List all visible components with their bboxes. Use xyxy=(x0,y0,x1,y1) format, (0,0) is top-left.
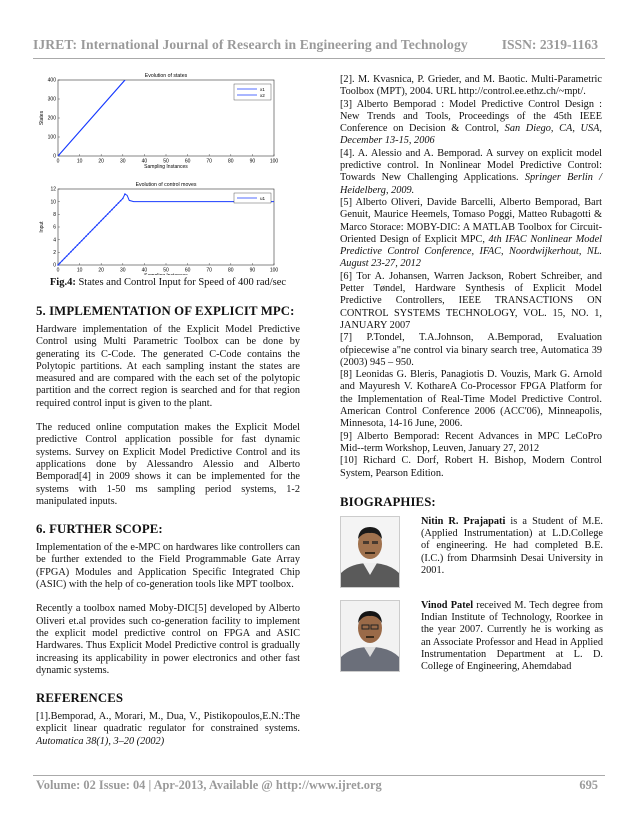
author-photo-2 xyxy=(340,600,400,672)
y-tick-label: 10 xyxy=(50,199,56,206)
x-tick-label: 80 xyxy=(228,158,234,165)
x-tick-label: 0 xyxy=(56,158,60,165)
section-6-title: 6. FURTHER SCOPE: xyxy=(36,522,163,537)
figure-charts xyxy=(36,60,300,275)
data-point-u1 xyxy=(83,238,85,240)
chart-title-2: Evolution of control moves xyxy=(135,182,197,188)
reference-5-venue: 4th IFAC Nonlinear Model Predictive Control Conference, IFAC, Noordwijkerhout, NL. August 23-27, 2012 xyxy=(340,233,602,270)
y-tick-label: 200 xyxy=(47,115,56,122)
left-column xyxy=(36,60,300,748)
x-tick-label: 10 xyxy=(76,267,83,274)
data-point-u1 xyxy=(118,202,120,204)
data-point-u1 xyxy=(94,227,96,229)
section-6-para-1: Implementation of the e-MPC on hardwares like controllers can be further extended to the Field Programmable Gate Array (FPGA) Modules and Application Specific Integrated Chip (ASIC) with the help of co-generation tools like MPT toolbox. xyxy=(36,542,300,591)
y-tick-label: 100 xyxy=(47,134,56,141)
data-point-u1 xyxy=(105,215,107,217)
x-tick-label: 40 xyxy=(141,267,148,274)
data-point-u1 xyxy=(85,235,87,237)
reference-4 xyxy=(340,148,602,197)
x-tick-label: 60 xyxy=(184,267,191,274)
section-5-para-1: Hardware implementation of the Explicit Model Predictive Control using Multi Parametric Toolbox can be done by generating its C-Code. The generated C-Code contains the Polytopic partitions. At each sampling instant the states are measured and are compared with the each set of the polytopic partition and the correct region is searched and for that region required control input is given to the plant. xyxy=(36,324,300,409)
data-point-u1 xyxy=(72,249,74,251)
section-6-para-2: Recently a toolbox named Moby-DIC[5] developed by Alberto Oliveri et.al provides such co-generation facility to implement the explicit model predictive control on FPGA and ASIC Hardwares. Thus Explicit Model Predictive control is gradually increasing its applicability in power electronics and other fast dynamic systems. xyxy=(36,603,300,676)
reference-1-text: [1].Bemporad, A., Morari, M., Dua, V., Pistikopoulos,E.N.:The explicit linear quadratic regulator for constrained systems. xyxy=(36,711,300,735)
y-tick-label: 8 xyxy=(53,212,56,219)
reference-3-text: [3] Alberto Bemporad : Model Predictive Control Design : New Trends and Tools, Proceedings of the 45th IEEE Conference on Decision & Control, xyxy=(340,98,602,135)
data-point-u1 xyxy=(116,204,118,206)
x-tick-label: 0 xyxy=(56,267,60,274)
reference-6: [6] Tor A. Johansen, Warren Jackson, Robert Schreiber, and Petter Tøndel, Hardware Synthesis of Explicit Model Predictive Controllers, IEEE TRANSACTIONS ON CONTROL SYSTEMS TECHNOLOGY, VOL. 15, NO. 1, JANUARY 2007 xyxy=(340,270,602,331)
data-point-u1 xyxy=(96,224,98,226)
y-axis-label-1: States xyxy=(39,110,45,126)
reference-5 xyxy=(340,197,602,271)
data-point-u1 xyxy=(66,255,68,257)
reference-3 xyxy=(340,99,602,148)
x-tick-label: 50 xyxy=(163,158,169,165)
chart-title-1: Evolution of states xyxy=(144,73,188,79)
x-tick-label: 90 xyxy=(249,158,256,165)
section-5-para-2: The reduced online computation makes the Explicit Model predictive Control application possible for fast dynamic systems. Survey on Explicit Model Predictive Control and its applications done by Alessandro Alessio and Alberto Bemporad[4] in 2009 shows it can be implemented for the systems with 1-50 ms sampling period systems, 1-2 manipulated inputs. xyxy=(36,422,300,507)
data-point-u1 xyxy=(109,211,111,213)
data-point-u1 xyxy=(87,233,89,235)
y-tick-label: 300 xyxy=(47,96,56,103)
legend-label-x2: x2 xyxy=(260,92,265,98)
y-tick-label: 0 xyxy=(53,153,56,160)
x-tick-label: 20 xyxy=(98,158,104,165)
author-2-name: Vinod Patel xyxy=(421,599,474,611)
issn-header: ISSN: 2319-1163 xyxy=(501,37,598,52)
x-tick-label: 70 xyxy=(206,267,212,274)
author-photo-1 xyxy=(340,516,400,588)
right-column xyxy=(340,74,602,678)
biography-1-text xyxy=(421,516,603,577)
y-tick-label: 0 xyxy=(53,262,56,269)
data-point-u1 xyxy=(124,193,126,195)
figure-caption xyxy=(36,277,300,288)
data-point-u1 xyxy=(64,258,66,260)
volume-footer: Volume: 02 Issue: 04 | Apr-2013, Available @ http://www.ijret.org xyxy=(36,778,382,792)
biography-2-text xyxy=(421,600,603,674)
y-tick-label: 12 xyxy=(50,186,56,193)
x-tick-label: 100 xyxy=(269,158,279,165)
reference-7: [7] P.Tondel, T.A.Johnson, A.Bemporad, Evaluation ofpiecewise a"ne control via binary search tree, Automatica 39 (2003) 945 – 950. xyxy=(340,332,602,368)
references-title: REFERENCES xyxy=(36,691,124,706)
data-point-u1 xyxy=(100,220,102,222)
data-point-u1 xyxy=(70,251,72,253)
header-rule xyxy=(33,58,605,59)
y-axis-label-2: Input xyxy=(39,221,45,233)
reference-4-text: [4]. A. Alessio and A. Bemporad. A survey on explicit model predictive control. In Nonlinear Model Predictive Control: Towards New Challenging Applications. xyxy=(340,147,602,184)
x-tick-label: 30 xyxy=(120,267,126,274)
reference-9: [9] Alberto Bemporad: Recent Advances in MPC LeCoPro Mid--term Workshop, Leuven, January 27, 2012 xyxy=(340,430,602,454)
x-axis-label-2 xyxy=(144,273,188,275)
data-point-u1 xyxy=(103,218,105,220)
y-tick-label: 4 xyxy=(53,237,56,244)
data-point-u1 xyxy=(92,229,94,231)
data-point-u1 xyxy=(59,262,61,264)
journal-header: IJRET: International Journal of Research in Engineering and Technology xyxy=(33,37,468,52)
data-point-u1 xyxy=(90,231,92,233)
data-point-u1 xyxy=(57,264,59,266)
reference-8: [8] Leonidas G. Bleris, Panagiotis D. Vouzis, Mark G. Arnold and Mayuresh V. KothareA Co-Processor FPGA Platform for the Implementation of Real-Time Model Predictive Control. American Control Conference 2006 (ACC'06), Minneapolis, Minnesota, 14-16 June, 2006. xyxy=(340,369,602,430)
x-tick-label: 100 xyxy=(269,267,279,274)
data-point-u1 xyxy=(98,222,100,224)
legend-box-1 xyxy=(234,84,271,100)
data-point-u1 xyxy=(77,244,79,246)
author-1-name: Nitin R. Prajapati xyxy=(421,515,506,527)
data-point-u1 xyxy=(68,253,70,255)
legend-label-u1: u1 xyxy=(260,195,266,201)
author-2-description: received M. Tech degree from Indian Institute of Technology, Roorkee in the year 2007. Currently he is working as an Associate Professor and Head in Applied Instrumentation Department at L. D. College of Engineering, Ahemdabad xyxy=(421,599,603,673)
portrait-image xyxy=(341,601,399,671)
x-tick-label: 30 xyxy=(120,158,126,165)
x-tick-label: 80 xyxy=(228,267,234,274)
portrait-image xyxy=(341,517,399,587)
data-point-u1 xyxy=(122,198,124,200)
data-point-u1 xyxy=(107,213,109,215)
x-axis-label-1: Sampling Instances xyxy=(144,164,188,170)
reference-1 xyxy=(36,711,300,748)
reference-10: [10] Richard C. Dorf, Robert H. Bishop, Modern Control System, Pearson Edition. xyxy=(340,455,602,479)
biography-2 xyxy=(340,600,602,678)
figure-4 xyxy=(36,60,300,275)
data-point-u1 xyxy=(113,207,115,209)
x-tick-label: 50 xyxy=(163,267,169,274)
x-tick-label: 90 xyxy=(249,267,256,274)
caption-text: States and Control Input for Speed of 400 rad/sec xyxy=(75,277,287,288)
reference-3-venue: San Diego, CA, USA, December 13-15, 2006 xyxy=(340,123,602,147)
data-point-u1 xyxy=(62,260,64,262)
data-point-u1 xyxy=(81,240,83,242)
data-point-u1 xyxy=(120,200,122,202)
reference-2: [2]. M. Kvasnica, P. Grieder, and M. Baotic. Multi-Parametric Toolbox (MPT), 2004. URL http://control.ee.ethz.ch/~mpt/. xyxy=(340,74,602,98)
page-number: 695 xyxy=(579,778,598,792)
y-tick-label: 6 xyxy=(53,224,56,231)
legend-label-x1: x1 xyxy=(260,86,265,92)
reference-5-text: [5] Alberto Oliveri, Davide Barcelli, Alberto Bemporad, Bart Genuit, Maurice Heemels, Tomaso Poggi, Matteo Rubagotti & Marco Storace: MOBY-DIC: A MATLAB Toolbox for Circuit-Oriented Design of Explicit MPC, xyxy=(340,196,602,245)
x-tick-label: 10 xyxy=(76,158,83,165)
reference-1-journal: Automatica 38(1), 3–20 (2002) xyxy=(36,735,165,747)
author-1-description: is a Student of M.E. (Applied Instrumentation) at L.D.College of engineering. He had completed B.E. (I.C.) from Dharmsinh Desai University in 2001. xyxy=(421,515,603,576)
caption-label: Fig.4: xyxy=(49,277,76,288)
data-point-u1 xyxy=(74,246,76,248)
reference-4-publisher: Springer Berlin / Heidelberg, 2009. xyxy=(340,172,602,196)
data-point-u1 xyxy=(79,242,81,244)
data-point-u1 xyxy=(111,209,113,211)
x-tick-label: 40 xyxy=(141,158,148,165)
x-tick-label: 70 xyxy=(206,158,212,165)
y-tick-label: 400 xyxy=(47,77,56,84)
section-5-title: 5. IMPLEMENTATION OF EXPLICIT MPC: xyxy=(36,304,295,318)
biographies-title: BIOGRAPHIES: xyxy=(340,494,436,509)
x-tick-label: 60 xyxy=(184,158,191,165)
footer-rule xyxy=(33,775,605,776)
y-tick-label: 2 xyxy=(53,250,56,257)
biography-1 xyxy=(340,516,602,594)
x-tick-label: 20 xyxy=(98,267,104,274)
